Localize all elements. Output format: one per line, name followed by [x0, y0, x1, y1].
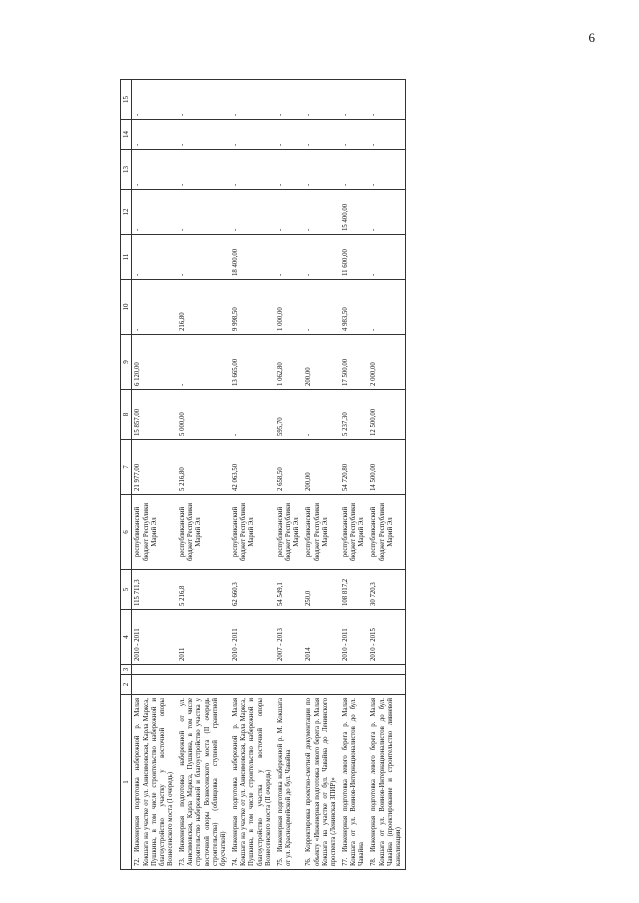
row-cell-c7: 200,00 — [303, 440, 340, 495]
row-cell-c11: - — [275, 235, 303, 280]
row-cell-c14: - — [275, 120, 303, 150]
row-description-cell — [177, 695, 230, 870]
row-cell-c12: - — [230, 190, 275, 235]
row-cell-c12: - — [177, 190, 230, 235]
row-number: 75. — [276, 857, 284, 866]
table-row — [340, 80, 368, 870]
row-cell-c14: - — [368, 120, 405, 150]
row-cell-c7: 42 063,50 — [230, 440, 275, 495]
row-cell-c14: - — [230, 120, 275, 150]
row-cell-c4: 2010 - 2011 — [132, 610, 177, 665]
row-cell-c15: - — [132, 80, 177, 120]
header-col-15: 15 — [121, 80, 132, 120]
header-col-14: 14 — [121, 120, 132, 150]
row-cell-c3 — [368, 665, 405, 675]
header-col-9: 9 — [121, 335, 132, 390]
row-cell-c6: республиканский бюджет Республики Марий Эл — [303, 495, 340, 570]
header-col-10: 10 — [121, 280, 132, 335]
row-cell-c13: - — [230, 150, 275, 190]
row-cell-c5: 115 711,3 — [132, 570, 177, 610]
row-cell-c3 — [275, 665, 303, 675]
row-cell-c15: - — [303, 80, 340, 120]
header-col-8: 8 — [121, 390, 132, 440]
row-description-cell — [230, 695, 275, 870]
row-description: Инженерная подготовка набережной р. Малая Кокшага на участке от ул. Анисимовская, Карла Маркса, Пушкина, в том числе строительство набережной и благоустройство участку у восточной опоры Вознесенского моста (I очередь) — [134, 698, 175, 866]
row-description: Инженерная подготовка набережной от ул. Анисимовская, Карла Маркса, Пушкина, в том числе строительство набережной и благоустройство участка у восточной опоры Вознесенского моста (II очередь строительства) (облицовка ступеней гранитной брусчаткой) — [179, 698, 227, 866]
table-row — [177, 80, 230, 870]
row-cell-c4: 2011 — [177, 610, 230, 665]
row-cell-c9: 17 500,00 — [340, 335, 368, 390]
row-cell-c11: - — [368, 235, 405, 280]
row-cell-c12: 15 400,00 — [340, 190, 368, 235]
row-cell-col-2 — [368, 675, 405, 695]
row-cell-c13: - — [177, 150, 230, 190]
page-number: 6 — [588, 30, 595, 45]
row-cell-c8: - — [230, 390, 275, 440]
row-cell-c4: 2010 - 2015 — [368, 610, 405, 665]
row-cell-c8: 15 857,00 — [132, 390, 177, 440]
row-description: Инженерная подготовка левого берега р. Малая Кокшага от ул. Воинов-Интернационалистов до бул. Чавайна — [341, 698, 366, 866]
row-cell-c10: - — [368, 280, 405, 335]
row-cell-c10: 4 983,50 — [340, 280, 368, 335]
program-table — [120, 79, 406, 870]
row-cell-c4: 2010 - 2011 — [230, 610, 275, 665]
row-cell-c13: - — [275, 150, 303, 190]
row-number: 76. — [305, 857, 313, 866]
row-description-cell — [340, 695, 368, 870]
row-cell-c6: республиканский бюджет Республики Марий Эл — [230, 495, 275, 570]
row-cell-c9: 13 665,00 — [230, 335, 275, 390]
row-number: 74. — [232, 857, 240, 866]
row-number: 78. — [370, 857, 378, 866]
row-cell-c9: 2 000,00 — [368, 335, 405, 390]
row-cell-c4: 2007 - 2013 — [275, 610, 303, 665]
row-cell-c9: 6 120,00 — [132, 335, 177, 390]
row-cell-c3 — [303, 665, 340, 675]
row-number: 77. — [341, 857, 349, 866]
row-cell-c3 — [230, 665, 275, 675]
row-cell-c15: - — [340, 80, 368, 120]
row-number: 72. — [134, 857, 142, 866]
header-col-4: 4 — [121, 610, 132, 665]
header-col-2: 2 — [121, 675, 132, 695]
table-row — [303, 80, 340, 870]
row-cell-c6: республиканский бюджет Республики Марий Эл — [275, 495, 303, 570]
row-cell-c15: - — [368, 80, 405, 120]
row-cell-col-2 — [177, 675, 230, 695]
row-description: Инженерная подготовка левого берега р. Малая Кокшага от ул. Воинов-Интернационалистов до бул. Чавайна (проектирование и строительство ливневой канализации) — [370, 698, 402, 866]
header-col-11: 11 — [121, 235, 132, 280]
row-cell-c11: 11 600,00 — [340, 235, 368, 280]
row-cell-c5: 108 817,2 — [340, 570, 368, 610]
row-description: Инженерная подготовка набережной р. Малая Кокшага на участке от ул. Анисимовская, Карла Маркса, Пушкина, в том числе строительство набережной и благоустройство участка у восточной опоры Вознесенского моста (II очередь) — [232, 698, 272, 866]
table-row — [368, 80, 405, 870]
row-cell-c3 — [177, 665, 230, 675]
row-cell-c13: - — [340, 150, 368, 190]
row-cell-c6: республиканский бюджет Республики Марий Эл — [340, 495, 368, 570]
row-description-cell — [368, 695, 405, 870]
row-cell-c14: - — [132, 120, 177, 150]
row-cell-c11: - — [177, 235, 230, 280]
table-row — [275, 80, 303, 870]
row-cell-c5: 30 720,3 — [368, 570, 405, 610]
row-number: 73. — [179, 857, 187, 866]
row-cell-c6: республиканский бюджет Республики Марий Эл — [132, 495, 177, 570]
row-cell-c9: - — [177, 335, 230, 390]
header-col-3: 3 — [121, 665, 132, 675]
row-cell-c10: 9 998,50 — [230, 280, 275, 335]
row-cell-c10: 1 000,00 — [275, 280, 303, 335]
row-cell-c14: - — [340, 120, 368, 150]
row-cell-c6: республиканский бюджет Республики Марий Эл — [368, 495, 405, 570]
row-cell-c8: - — [303, 390, 340, 440]
row-cell-c13: - — [132, 150, 177, 190]
row-cell-col-2 — [275, 675, 303, 695]
row-cell-c10: - — [303, 280, 340, 335]
row-cell-c11: - — [303, 235, 340, 280]
row-cell-c9: 200,00 — [303, 335, 340, 390]
row-cell-col-2 — [340, 675, 368, 695]
row-cell-c8: 12 500,00 — [368, 390, 405, 440]
header-row — [121, 80, 132, 870]
row-description-cell — [132, 695, 177, 870]
row-cell-c12: - — [303, 190, 340, 235]
row-cell-c4: 2014 — [303, 610, 340, 665]
row-cell-c7: 54 720,80 — [340, 440, 368, 495]
row-cell-c5: 54 549,1 — [275, 570, 303, 610]
row-cell-c13: - — [368, 150, 405, 190]
table-body — [132, 80, 406, 870]
header-col-5: 5 — [121, 570, 132, 610]
row-cell-col-2 — [230, 675, 275, 695]
row-description: Инженерная подготовка набережной р. М. Кокшага от ул. Красноармейской до бул. Чавайна — [276, 698, 293, 866]
row-cell-c8: 5 000,00 — [177, 390, 230, 440]
row-cell-c8: 595,70 — [275, 390, 303, 440]
row-cell-c9: 1 062,80 — [275, 335, 303, 390]
row-cell-c15: - — [177, 80, 230, 120]
row-description-cell — [275, 695, 303, 870]
row-cell-col-2 — [132, 675, 177, 695]
header-col-6: 6 — [121, 495, 132, 570]
row-cell-c7: 5 216,80 — [177, 440, 230, 495]
row-cell-c3 — [340, 665, 368, 675]
row-description-cell — [303, 695, 340, 870]
row-cell-c14: - — [177, 120, 230, 150]
row-cell-c15: - — [230, 80, 275, 120]
row-cell-c7: 21 977,00 — [132, 440, 177, 495]
row-cell-col-2 — [303, 675, 340, 695]
row-cell-c7: 14 500,00 — [368, 440, 405, 495]
row-cell-c12: - — [275, 190, 303, 235]
table-row — [132, 80, 177, 870]
row-cell-c8: 5 237,30 — [340, 390, 368, 440]
header-col-7: 7 — [121, 440, 132, 495]
row-cell-c11: 18 400,00 — [230, 235, 275, 280]
row-cell-c11: - — [132, 235, 177, 280]
row-cell-c7: 2 658,50 — [275, 440, 303, 495]
row-cell-c10: - — [132, 280, 177, 335]
row-cell-c6: республиканский бюджет Республики Марий Эл — [177, 495, 230, 570]
row-cell-c3 — [132, 665, 177, 675]
row-cell-c10: 216,80 — [177, 280, 230, 335]
row-cell-c12: - — [368, 190, 405, 235]
row-cell-c5: 5 216,8 — [177, 570, 230, 610]
header-col-13: 13 — [121, 150, 132, 190]
row-cell-c5: 62 660,3 — [230, 570, 275, 610]
row-cell-c5: 250,0 — [303, 570, 340, 610]
rotated-table-sheet — [120, 80, 590, 870]
row-cell-c15: - — [275, 80, 303, 120]
header-col-1: 1 — [121, 695, 132, 870]
table-row — [230, 80, 275, 870]
row-cell-c4: 2010 - 2011 — [340, 610, 368, 665]
row-cell-c12: - — [132, 190, 177, 235]
row-description: Корректировка проектно-сметной документации по объекту «Инженерная подготовка левого берега р. Малая Кокшага на участке от бул. Чавайна до Ленинского проспекта (Ленинская ЗПИР)» — [305, 698, 337, 866]
row-cell-c13: - — [303, 150, 340, 190]
header-col-12: 12 — [121, 190, 132, 235]
row-cell-c14: - — [303, 120, 340, 150]
